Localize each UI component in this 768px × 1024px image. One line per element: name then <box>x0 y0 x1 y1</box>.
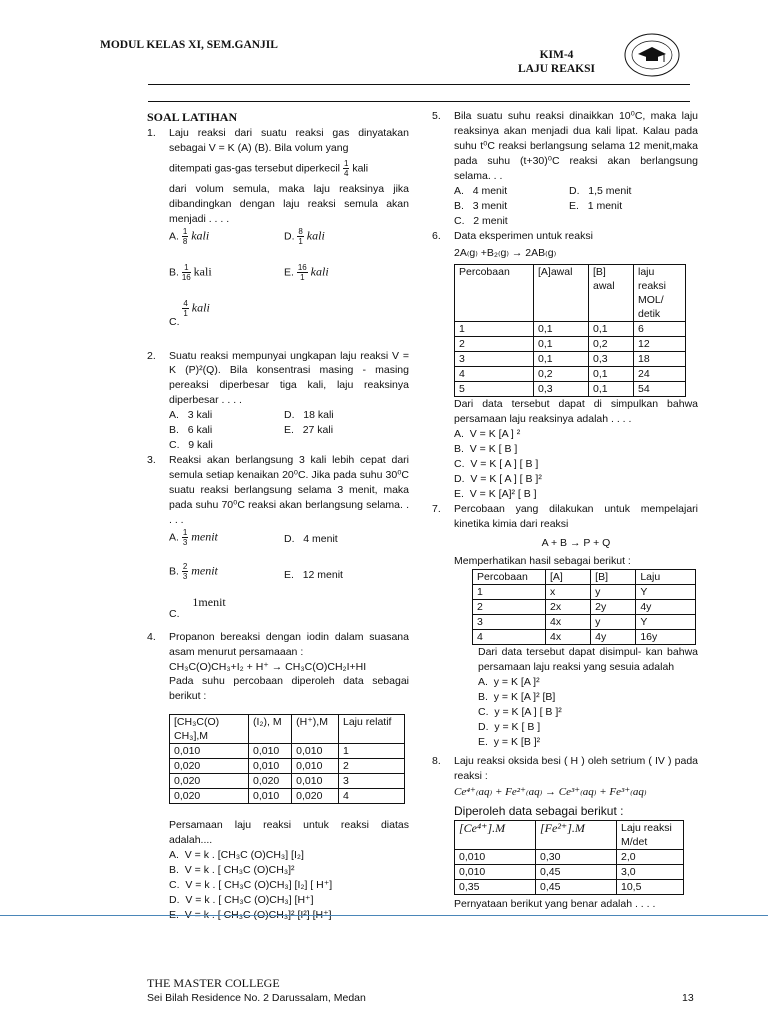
header-rule-top <box>148 84 690 85</box>
data-table <box>472 569 696 645</box>
options <box>454 184 698 229</box>
page-number: 13 <box>682 992 694 1004</box>
question-text: ditempati gas-gas tersebut diperkecil <box>169 162 341 175</box>
option-d[interactable]: D. V = k . [ CH₃C (O)CH₃] [H⁺] <box>169 893 314 906</box>
question-text-line <box>169 159 409 178</box>
option-c[interactable]: C. V = k . [ CH₃C (O)CH₃] [I₂] [ H⁺] <box>169 878 333 891</box>
table-row: 0,010 0,45 3,0 <box>455 865 684 880</box>
question-5 <box>432 109 698 229</box>
module-title: MODUL KELAS XI, SEM.GANJIL <box>100 39 278 51</box>
reaction-equation: CH₃C(O)CH₃+I₂ + H⁺ → CH₃C(O)CH₂I+HI <box>169 660 367 673</box>
question-text: Dari data tersebut dapat di simpulkan bahwa persamaan laju reaksinya adalah . . . . <box>454 398 698 426</box>
question-8 <box>432 754 698 912</box>
left-column <box>147 109 409 923</box>
table-row: 4 0,2 0,1 24 <box>455 367 686 382</box>
option-e[interactable]: E. V = K [A]² [ B ] <box>454 487 537 500</box>
option-c[interactable]: C. 9 kali <box>169 439 213 452</box>
option-b[interactable]: B. V = K [ B ] <box>454 443 518 456</box>
option-c[interactable]: C. V = K [ A ] [ B ] <box>454 457 539 470</box>
question-number: 3. <box>147 454 156 467</box>
question-text: Data eksperimen untuk reaksi <box>454 229 593 242</box>
option-e[interactable]: E. y = K [B ]² <box>478 735 541 748</box>
module-code-topic <box>518 48 595 77</box>
fraction: $\frac{1}{4}$ <box>343 158 349 178</box>
table-row: 0,020 0,010 0,020 4 <box>170 789 405 804</box>
option-a[interactable]: A. 3 kali <box>169 409 213 422</box>
option-b[interactable]: B. 6 kali <box>169 424 213 437</box>
question-4 <box>147 630 409 923</box>
data-table <box>169 714 405 804</box>
question-text: Propanon bereaksi dengan iodin dalam suasana asam menurut persamaaan : <box>169 630 409 658</box>
option-e[interactable]: E. $\frac{16}{1}$ kali <box>284 262 329 282</box>
module-topic: LAJU REAKSI <box>518 63 596 76</box>
question-text: Laju reaksi oksida besi ( H ) oleh setrium ( IV ) pada reaksi : <box>454 754 698 782</box>
question-text: Reaksi akan berlangsung 3 kali lebih cepat dari semula setiap kenaikan 20⁰C. Jika pada suhu 30⁰C suatu reaksi berlangsung selama 3 menit, maka pada suhu 70⁰C reaksi akan berlangsung selama. . . . . <box>169 454 409 526</box>
option-d[interactable]: D. y = K [ B ] <box>478 720 541 733</box>
option-c[interactable]: C. $\frac{4}{1}$ kali <box>169 298 210 328</box>
option-a[interactable]: A. V = K [A ] ² <box>454 428 521 441</box>
module-code: KIM-4 <box>539 49 574 61</box>
option-a[interactable]: A. V = k . [CH₃C (O)CH₃] [I₂] <box>169 849 304 862</box>
graduation-cap-icon <box>622 32 682 78</box>
footer-address: Sei Bilah Residence No. 2 Darussalam, Medan <box>147 992 366 1004</box>
header-rule-bottom <box>148 101 690 102</box>
option-b[interactable]: B. $\frac{1}{16}$ kali <box>169 262 212 282</box>
question-text: Memperhatikan hasil sebagai berikut : <box>454 555 631 568</box>
answer-block <box>454 645 698 749</box>
question-text: Dari data tersebut dapat disimpul- kan bahwa persamaan laju reaksi yang sesuia adalah <box>478 646 698 674</box>
table-row: 0,020 0,020 0,010 3 <box>170 774 405 789</box>
option-c[interactable]: C. y = K [A ] [ B ]² <box>478 705 562 718</box>
table-row: 3 0,1 0,3 18 <box>455 352 686 367</box>
option-d[interactable]: D. $\frac{8}{1}$ kali <box>284 226 325 246</box>
table-row: 0,020 0,010 0,010 2 <box>170 759 405 774</box>
table-header-row: Percobaan [A] [B] Laju <box>473 570 696 585</box>
options <box>169 528 409 630</box>
question-number: 7. <box>432 502 441 515</box>
section-title: SOAL LATIHAN <box>147 110 238 124</box>
question-number: 1. <box>147 127 156 140</box>
question-text: Pernyataan berikut yang benar adalah . . . . <box>454 898 656 911</box>
table-row: 0,35 0,45 10,5 <box>455 880 684 895</box>
question-6 <box>432 229 698 502</box>
option-e[interactable]: E. 27 kali <box>284 424 334 437</box>
question-number: 5. <box>432 110 441 122</box>
table-header-row: [Ce⁴⁺].M [Fe²⁺].M Laju reaksi M/det <box>455 821 684 850</box>
option-b[interactable]: B. y = K [A ]² [B] <box>478 691 556 704</box>
table-row: 1 0,1 0,1 6 <box>455 322 686 337</box>
question-text: Laju reaksi dari suatu reaksi gas dinyatakan sebagai V = K (A) (B). Bila volum yang <box>169 127 409 154</box>
option-d[interactable]: D. 1,5 menit <box>569 184 632 197</box>
question-3 <box>147 453 409 630</box>
question-7 <box>432 502 698 750</box>
reaction-equation: 2A₍g₎ +B₂₍g₎ → 2AB₍g₎ <box>454 247 557 260</box>
options <box>169 227 409 345</box>
table-row: 3 4x y Y <box>473 615 696 630</box>
question-text: dari volum semula, maka laju reaksinya jika dibandingkan dengan laju reaksi semula akan menjadi . . . . <box>169 182 409 225</box>
question-number: 6. <box>432 229 441 242</box>
table-row: 2 2x 2y 4y <box>473 600 696 615</box>
question-2 <box>147 349 409 454</box>
option-e[interactable]: E. 12 menit <box>284 568 343 581</box>
option-a[interactable]: A. $\frac{1}{8}$ kali <box>169 226 210 246</box>
table-row: 4 4x 4y 16y <box>473 630 696 645</box>
college-logo <box>622 32 682 78</box>
option-e[interactable]: E. V = k . [ CH₃C (O)CH₃]² [I²] [H⁺] <box>169 908 332 921</box>
reaction-equation: A + B → P + Q <box>541 536 611 549</box>
question-text: kali <box>352 162 369 175</box>
table-row: 1 x y Y <box>473 585 696 600</box>
options <box>169 408 409 453</box>
option-a[interactable]: A. $\frac{1}{3}$ menit <box>169 527 218 547</box>
data-table <box>454 264 686 397</box>
question-number: 2. <box>147 349 156 362</box>
question-text: Persamaan laju reaksi untuk reaksi diatas adalah.... <box>169 819 409 847</box>
option-c[interactable]: C. 1menit <box>169 594 226 620</box>
table-header-row: Percobaan [A]awal [B] awal laju reaksi MOL/ detik <box>455 265 686 322</box>
table-row: 5 0,3 0,1 54 <box>455 382 686 397</box>
question-number: 4. <box>147 630 156 643</box>
question-text: Percobaan yang dilakukan untuk mempelajari kinetika kimia dari reaksi <box>454 502 698 530</box>
reaction-equation: Ce⁴⁺₍aq₎ + Fe²⁺₍aq₎ → Ce³⁺₍aq₎ + Fe³⁺₍aq₎ <box>454 786 647 799</box>
option-d[interactable]: D. 4 menit <box>284 532 338 545</box>
question-text: Pada suhu percobaan diperoleh data sebagai berikut : <box>169 675 409 703</box>
option-d[interactable]: D. 18 kali <box>284 409 334 422</box>
question-text: Bila suatu suhu reaksi dinaikkan 10⁰C, maka laju reaksinya akan menjadi dua kali lipat. Kalau pada suhu t⁰C reaksi berlangsung selama 12 menit,maka pada suhu (t+30)⁰C reaksi akan berlangsung selama. . . <box>454 110 698 182</box>
question-number: 8. <box>432 754 441 767</box>
option-b[interactable]: B. 3 menit <box>454 199 508 212</box>
question-text: Suatu reaksi mempunyai ungkapan laju reaksi V = K (P)²(Q). Bila konsentrasi masing - masing pereaksi diperbesar tiga kali, laju reaksinya diperbesar . . . . <box>169 349 409 407</box>
option-c[interactable]: C. 2 menit <box>454 214 508 227</box>
option-b[interactable]: B. V = k . [ CH₃C (O)CH₃]² <box>169 863 295 876</box>
option-a[interactable]: A. 4 menit <box>454 184 508 197</box>
option-a[interactable]: A. y = K [A ]² <box>478 676 540 689</box>
table-header-row: [CH₃C(O) CH₃],M (I₂), M (H⁺),M Laju relatif <box>170 715 405 744</box>
right-column <box>432 109 698 912</box>
data-table <box>454 820 684 895</box>
table-row: 2 0,1 0,2 12 <box>455 337 686 352</box>
table-row: 0,010 0,30 2,0 <box>455 850 684 865</box>
option-b[interactable]: B. $\frac{2}{3}$ menit <box>169 561 218 581</box>
scan-divider-line <box>0 915 768 916</box>
question-1 <box>147 126 409 345</box>
question-text: Diperoleh data sebagai berikut : <box>454 804 624 819</box>
footer-title: THE MASTER COLLEGE <box>147 976 280 990</box>
option-d[interactable]: D. V = K [ A ] [ B ]² <box>454 472 542 485</box>
table-row: 0,010 0,010 0,010 1 <box>170 744 405 759</box>
option-e[interactable]: E. 1 menit <box>569 199 623 212</box>
